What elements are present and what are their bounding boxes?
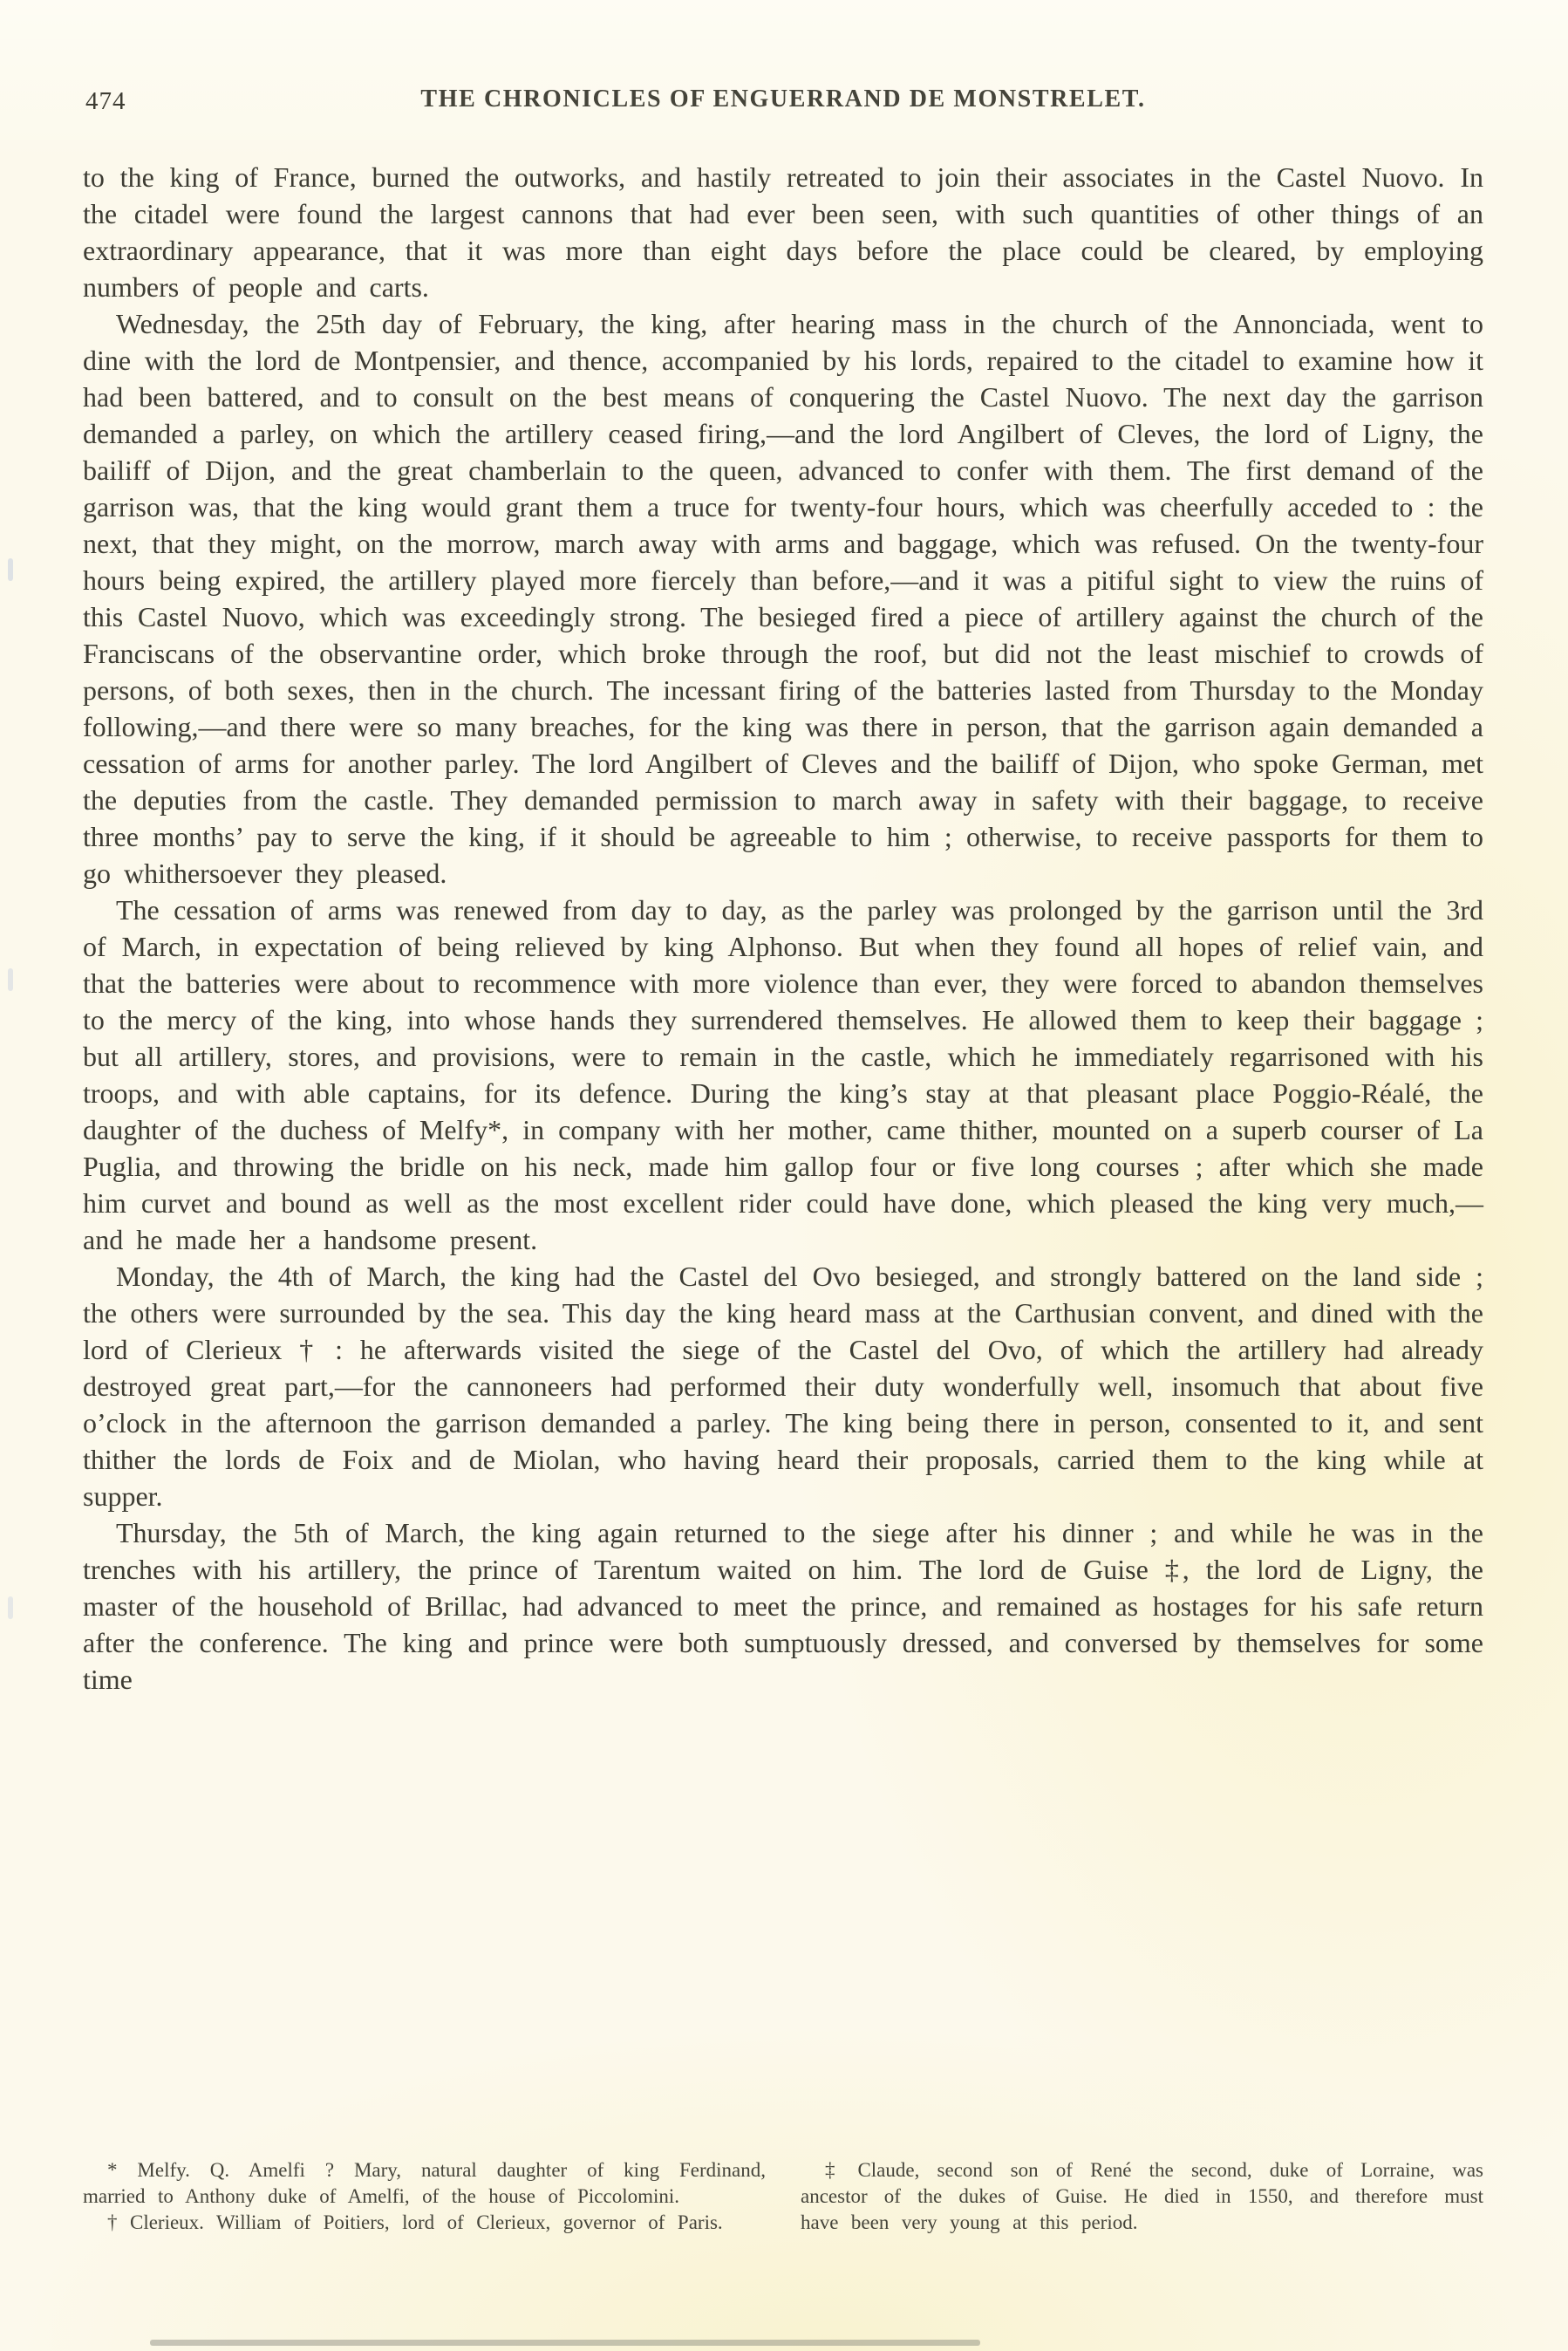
page-number: 474 [85, 87, 126, 115]
body-text [83, 159, 1483, 1698]
footnotes-section [83, 2157, 1483, 2236]
footnote-melfy: * Melfy. Q. Amelfi ? Mary, natural daughter of king Ferdinand, married to Anthony duke of Amelfi, of the house of Piccolomini. [83, 2159, 766, 2207]
footnote-clerieux: † Clerieux. William of Poitiers, lord of Clerieux, governor of Paris. [107, 2211, 723, 2233]
scan-speckle-artifact [8, 558, 13, 581]
body-paragraph-1: to the king of France, burned the outworks, and hastily retreated to join their associates in the Castel Nuovo. In the citadel were found the largest cannons that had ever been seen, with such quantities of other things of an extraordinary appearance, that it was more than eight days before the place could be cleared, by employing numbers of people and carts. [83, 161, 1483, 303]
footnote-claude: ‡ Claude, second son of René the second, duke of Lorraine, was ancestor of the dukes of Guise. He died in 1550, and therefore must have been very young at this period. [801, 2159, 1483, 2233]
body-paragraph-2: Wednesday, the 25th day of February, the king, after hearing mass in the church of the Annonciada, went to dine with the lord de Montpensier, and thence, accompanied by his lords, repaired to the citadel to examine how it had been battered, and to consult on the best means of conquering the Castel Nuovo. The next day the garrison demanded a parley, on which the artillery ceased firing,—and the lord Angilbert of Cleves, the lord of Ligny, the bailiff of Dijon, and the great chamberlain to the queen, advanced to confer with them. The first demand of the garrison was, that the king would grant them a truce for twenty-four hours, which was cheerfully acceded to : the next, that they might, on the morrow, march away with arms and baggage, which was refused. On the twenty-four hours being expired, the artillery played more fiercely than before,—and it was a pitiful sight to view the ruins of this Castel Nuovo, which was exceedingly strong. The besieged fired a piece of artillery against the church of the Franciscans of the observantine order, which broke through the roof, but did not the least mischief to crowds of persons, of both sexes, then in the church. The incessant firing of the batteries lasted from Thursday to the Monday following,—and there were so many breaches, for the king was there in person, that the garrison again demanded a cessation of arms for another parley. The lord Angilbert of Cleves and the bailiff of Dijon, who spoke German, met the deputies from the castle. They demanded permission to march away in safety with their baggage, to receive three months’ pay to serve the king, if it should be agreeable to him ; otherwise, to receive passports for them to go whithersoever they pleased. [83, 308, 1483, 889]
scan-edge-artifact [150, 2340, 980, 2346]
footnote-column-right [801, 2157, 1483, 2236]
footnote-column-left [83, 2157, 766, 2236]
running-title: THE CHRONICLES OF ENGUERRAND DE MONSTRELET. [420, 85, 1146, 113]
body-paragraph-4: Monday, the 4th of March, the king had the Castel del Ovo besieged, and strongly battered on the land side ; the others were surrounded by the sea. This day the king heard mass at the Carthusian convent, and dined with the lord of Clerieux † : he afterwards visited the siege of the Castel del Ovo, of which the artillery had already destroyed great part,—for the cannoneers had performed their duty wonderfully well, insomuch that about five o’clock in the afternoon the garrison demanded a parley. The king being there in person, consented to it, and sent thither the lords de Foix and de Miolan, who having heard their proposals, carried them to the king while at supper. [83, 1261, 1483, 1512]
page-header [83, 85, 1483, 122]
body-paragraph-5: Thursday, the 5th of March, the king again returned to the siege after his dinner ; and while he was in the trenches with his artillery, the prince of Tarentum waited on him. The lord de Guise ‡, the lord de Ligny, the master of the household of Brillac, had advanced to meet the prince, and remained as hostages for his safe return after the conference. The king and prince were both sumptuously dressed, and conversed by themselves for some time [83, 1517, 1483, 1695]
body-paragraph-3: The cessation of arms was renewed from day to day, as the parley was prolonged by the garrison until the 3rd of March, in expectation of being relieved by king Alphonso. But when they found all hopes of relief vain, and that the batteries were about to recommence with more violence than ever, they were forced to abandon themselves to the mercy of the king, into whose hands they surrendered themselves. He allowed them to keep their baggage ; but all artillery, stores, and provisions, were to remain in the castle, which he immediately regarrisoned with his troops, and with able captains, for its defence. During the king’s stay at that pleasant place Poggio-Réalé, the daughter of the duchess of Melfy*, in company with her mother, came thither, mounted on a superb courser of La Puglia, and throwing the bridle on his neck, made him gallop four or five long courses ; after which she made him curvet and bound as well as the most excellent rider could have done, which pleased the king very much,—and he made her a handsome present. [83, 894, 1483, 1255]
